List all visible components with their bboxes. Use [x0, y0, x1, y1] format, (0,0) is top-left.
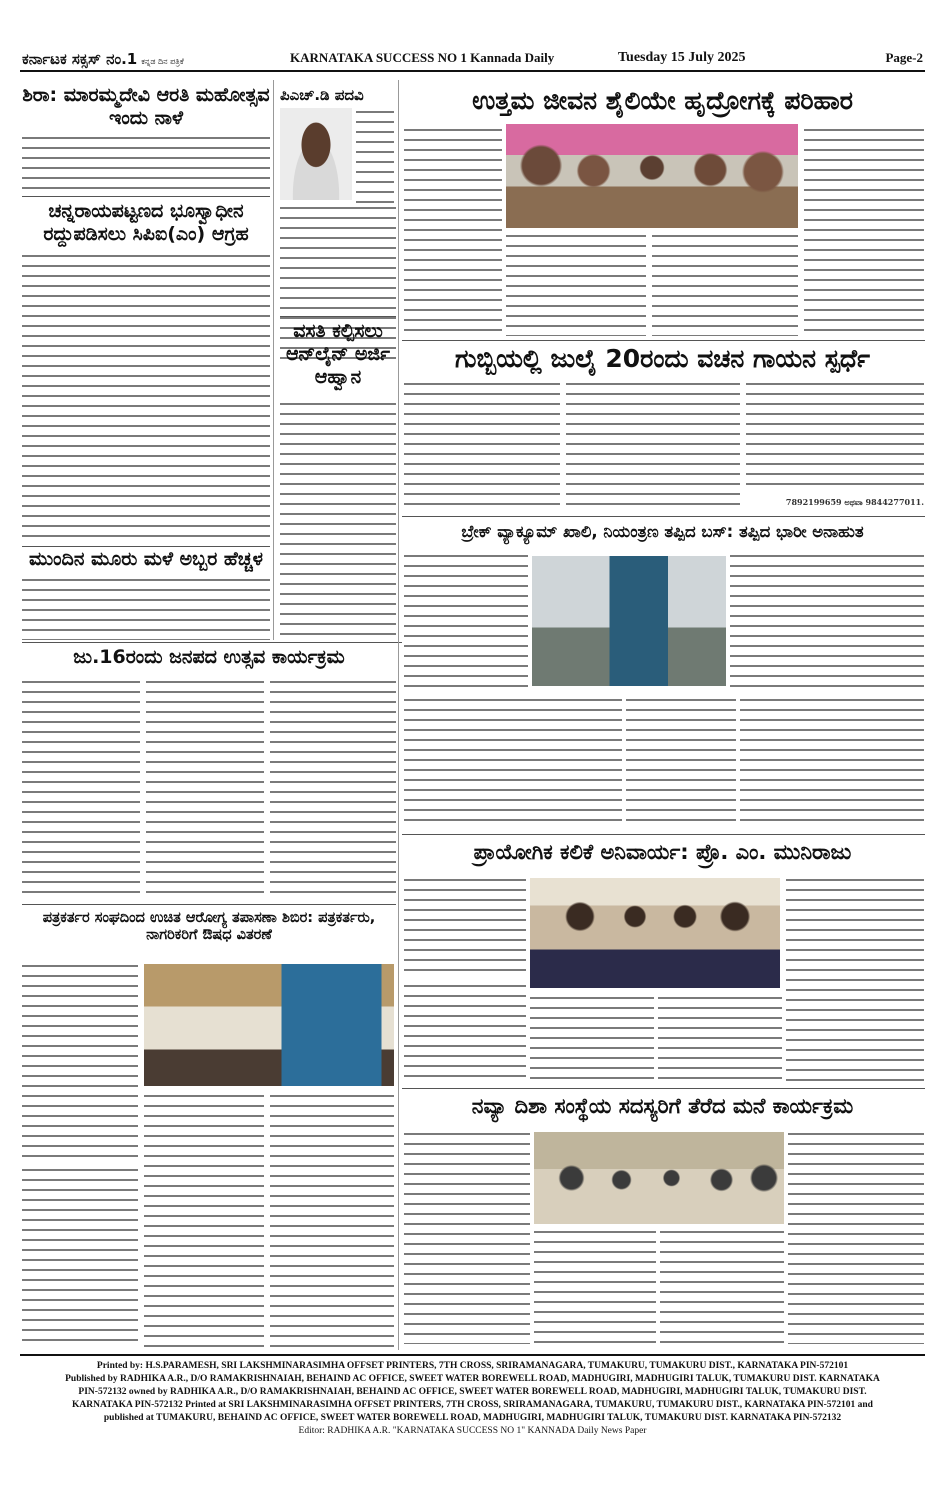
- article-body-bus-col3: [730, 552, 924, 692]
- article-body-bus-col4: [404, 696, 622, 826]
- headline-gubbi: ಗುಬ್ಬಿಯಲ್ಲಿ ಜುಲೈ 20ರಂದು ವಚನ ಗಾಯನ ಸ್ಪರ್ಧೆ: [454, 344, 870, 373]
- article-body-navya-col5: [660, 1228, 784, 1344]
- article-body-lifestyle-col3: [652, 232, 798, 336]
- imprint-line: PIN-572132 owned by RADHIKA A.R., D/O RAMAKRISHNAIAH, BEHAIND AC OFFICE, SWEET WATER BOREWELL ROAD, MADHUGIRI, MADHUGIRI TALUK, TUMAKURU DIST.: [78, 1387, 867, 1397]
- brand-subtitle: ಕನ್ನಡ ದಿನ ಪತ್ರಿಕೆ: [141, 57, 184, 66]
- headline-janapada: ಜು.16ರಂದು ಜನಪದ ಉತ್ಸವ ಕಾರ್ಯಕ್ರಮ: [73, 646, 345, 668]
- lifestyle-event-photo: [506, 124, 798, 228]
- article-body-bus-col1: [404, 552, 528, 692]
- headline-phd: ಪಿಎಚ್.ಡಿ ಪದವಿ: [280, 86, 364, 104]
- article-body-practical-col5: [530, 994, 654, 1082]
- masthead: [20, 48, 925, 72]
- article-body-navya-col1: [404, 1130, 530, 1344]
- imprint-line: Published by RADHIKA A.R., D/O RAMAKRISHNAIAH, BEHAIND AC OFFICE, SWEET WATER BOREWELL ROAD, MADHUGIRI, MADHUGIRI TALUK, TUMAKURU DIST. KARNATAKA: [65, 1374, 880, 1384]
- article-body-practical-col3: [786, 876, 924, 1084]
- navya-disha-hall-photo: [534, 1132, 784, 1224]
- imprint-footer: [20, 1360, 925, 1438]
- article-body-hostel: [280, 400, 396, 636]
- article-body-practical-col6: [658, 994, 782, 1082]
- headline-practical: ಪ್ರಾಯೋಗಿಕ ಕಲಿಕೆ ಅನಿವಾರ್ಯ: ಪ್ರೊ. ಎಂ. ಮುನಿರಾಜು: [473, 840, 852, 864]
- editor-line: Editor: RADHIKA A.R. "KARNATAKA SUCCESS NO 1" KANNADA Daily News Paper: [298, 1426, 647, 1436]
- headline-health-camp: ಪತ್ರಕರ್ತರ ಸಂಘದಿಂದ ಉಚಿತ ಆರೋಗ್ಯ ತಪಾಸಣಾ ಶಿಬಿರ: ಪತ್ರಕರ್ತರು, ನಾಗರಿಕರಿಗೆ ಔಷಧ ವಿತರಣೆ: [42, 910, 376, 944]
- article-body-lifestyle-col4: [804, 126, 924, 336]
- imprint-line: Printed by: H.S.PARAMESH, SRI LAKSHMINARASIMHA OFFSET PRINTERS, 7TH CROSS, SRIRAMANAGARA, TUMAKURU, TUMAKURU DIST., KARNATAKA PIN-572101: [96, 1361, 849, 1371]
- health-camp-photo: [144, 964, 394, 1086]
- article-body-janapada-col1: [22, 678, 140, 900]
- page-number: Page-2: [885, 50, 923, 65]
- article-body-health-col3: [270, 1092, 394, 1348]
- headline-navya-disha: ನವ್ಯಾ ದಿಶಾ ಸಂಸ್ಥೆಯ ಸದಸ್ಯರಿಗೆ ತೆರೆದ ಮನೆ ಕಾರ್ಯಕ್ರಮ: [471, 1094, 854, 1118]
- article-body-bus-col6: [740, 696, 924, 826]
- headline-bus: ಬ್ರೇಕ್ ವ್ಯಾಕ್ಯೂಮ್ ಖಾಲಿ, ನಿಯಂತ್ರಣ ತಪ್ಪಿದ ಬಸ್: ತಪ್ಪಿದ ಭಾರೀ ಅನಾಹುತ: [461, 522, 864, 541]
- portrait-photo: [280, 108, 352, 200]
- imprint-line: published at TUMAKURU, BEHAIND AC OFFICE, SWEET WATER BOREWELL ROAD, MADHUGIRI, MADHUGIRI TALUK, TUMAKURU DIST. KARNATAKA PIN-572132: [103, 1413, 842, 1423]
- article-body-health-col4: [22, 1166, 138, 1348]
- article-body-navya-col4: [534, 1228, 656, 1344]
- headline-channarayapatna: ಚನ್ನರಾಯಪಟ್ಟಣದ ಭೂಸ್ವಾಧೀನ ರದ್ದುಪಡಿಸಲು ಸಿಪಿಐ(ಎಂ) ಆಗ್ರಹ: [43, 200, 249, 245]
- article-body-gubbi-col2: [566, 380, 740, 510]
- headline-lifestyle: ಉತ್ತಮ ಜೀವನ ಶೈಲಿಯೇ ಹೃದ್ರೋಗಕ್ಕೆ ಪರಿಹಾರ: [472, 86, 853, 115]
- article-body-navya-col3: [788, 1130, 924, 1344]
- article-body-rain: [22, 576, 270, 640]
- article-body-sira: [22, 134, 270, 192]
- article-body-lifestyle-col1: [404, 126, 502, 336]
- article-body-health-col1: [22, 962, 138, 1162]
- article-body-practical-col4: [404, 982, 526, 1082]
- newspaper-brand: ಕರ್ನಾಟಕ ಸಕ್ಸಸ್ ನಂ.1 ಕನ್ನಡ ದಿನ ಪತ್ರಿಕೆ: [22, 50, 184, 68]
- headline-hostel: ವಸತಿ ಕಲ್ಪಿಸಲು ಆನ್‌ಲೈನ್ ಅರ್ಜಿ ಆಹ್ವಾನ: [286, 320, 390, 388]
- headline-sira: ಶಿರಾ: ಮಾರಮ್ಮದೇವಿ ಆರತಿ ಮಹೋತ್ಸವ ಇಂದು ನಾಳೆ: [22, 84, 270, 129]
- practical-event-photo: [530, 878, 780, 988]
- article-body-practical-col1: [404, 876, 526, 978]
- issue-date: Tuesday 15 July 2025: [618, 50, 746, 65]
- imprint-line: KARNATAKA PIN-572132 Printed at SRI LAKSHMINARASIMHA OFFSET PRINTERS, 7TH CROSS, SRIRAMANAGARA, TUMAKURU, TUMAKURU DIST., KARNATAKA PIN-572101 and: [72, 1400, 873, 1410]
- article-body-health-col2: [144, 1092, 264, 1348]
- article-body-janapada-col2: [146, 678, 264, 900]
- article-body-janapada-col3: [270, 678, 396, 900]
- gubbi-contact-numbers: 7892199659 ಅಥವಾ 9844277011.: [785, 497, 924, 507]
- article-body-channarayapatna: [22, 252, 270, 542]
- article-body-bus-col5: [626, 696, 736, 826]
- article-body-phd-side: [356, 108, 394, 218]
- bus-accident-photo: [532, 556, 726, 686]
- article-body-gubbi-col1: [404, 380, 560, 510]
- article-body-lifestyle-col2: [506, 232, 646, 336]
- headline-rain: ಮುಂದಿನ ಮೂರು ಮಳೆ ಅಬ್ಬರ ಹೆಚ್ಚಳ: [29, 548, 263, 570]
- newspaper-title: KARNATAKA SUCCESS NO 1 Kannada Daily: [290, 50, 555, 65]
- article-body-gubbi-col3: [746, 380, 924, 490]
